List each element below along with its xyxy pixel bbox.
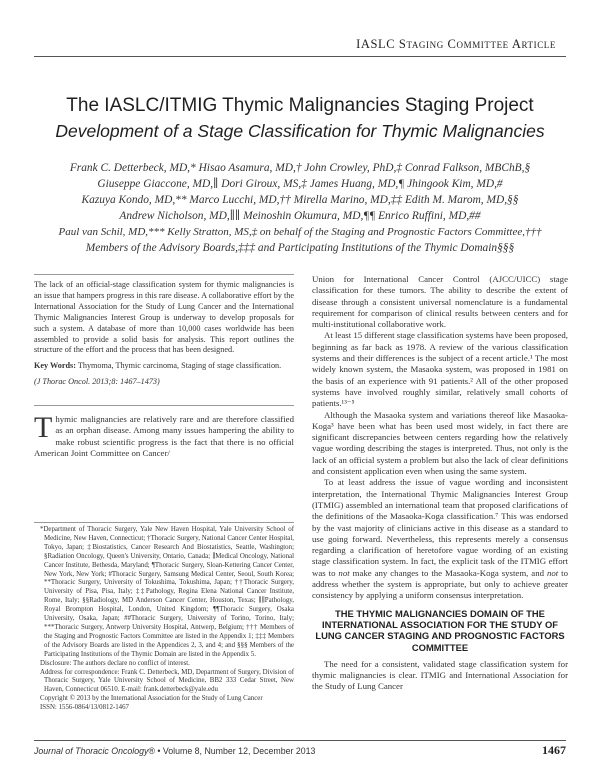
right-column-body bbox=[312, 274, 568, 693]
section-header: IASLC Staging Committee Article bbox=[356, 37, 556, 51]
author-line: Andrew Nicholson, MD,∥∥ Meinoshin Okumura, MD,¶¶ Enrico Ruffini, MD,## bbox=[119, 209, 481, 222]
abstract-text: The lack of an official-stage classification system for thymic malignancies is an issue that hampers progress in this rare disease. A collaborative effort by the International Association for the Study of Lung Cancer and the International Thymic Malignancies Interest Group is underway to develop proposals for such a system. A database of more than 10,000 cases worldwide has been assembled to provide a solid basis for analysis. This report outlines the structure of the effort and the process that has been designed. bbox=[34, 280, 294, 355]
keywords bbox=[34, 361, 294, 372]
issn-footnote: ISSN: 1556-0864/13/0812-1467 bbox=[40, 704, 130, 712]
paragraph: The need for a consistent, validated stage classification system for thymic malignancies is clear. ITMIG and International Association for the Study of Lung Cancer bbox=[312, 658, 568, 692]
article-title: The IASLC/ITMIG Thymic Malignancies Staging Project bbox=[66, 95, 534, 116]
footer-rule bbox=[34, 740, 566, 741]
paragraph-text: make any changes to the Masaoka-Koga system, and bbox=[349, 567, 547, 578]
page-number: 1467 bbox=[542, 743, 566, 757]
left-column-body bbox=[34, 411, 294, 459]
issue-info: • Volume 8, Number 12, December 2013 bbox=[154, 746, 316, 756]
keywords-label: Key Words: bbox=[34, 361, 76, 371]
affiliations-footnote: *Department of Thoracic Surgery, Yale New Haven Hospital, Yale University School of Medicine, New Haven, Connecticut; †Thoracic Surgery, National Cancer Center Hospital, Tokyo, Japan; ‡Biostatistics, Cancer Research And Biostatistics, Seattle, Washington; §Radiation Oncology, Queen's University, Ontario, Canada; ∥Medical Oncology, National Cancer Institute, Bethesda, Maryland; ¶Thoracic Surgery, Sloan-Kettering Cancer Center, New York, New York; #Thoracic Surgery, Samsung Medical Center, Seoul, South Korea; **Thoracic Surgery, University of Tokushima, Tokushima, Japan; ††Thoracic Surgery, University of Pisa, Pisa, Italy; ‡‡Pathology, Regina Elena National Cancer Institute, Rome, Italy; §§Radiology, MD Anderson Cancer Center, Houston, Texas; ∥∥Pathology, Royal Brompton Hospital, London, United Kingdom; ¶¶Thoracic Surgery, Osaka University, Osaka, Japan; ##Thoracic Surgery, University of Torino, Torino, Italy; ***Thoracic Surgery, Antwerp University Hospital, Antwerp, Belgium; ††† Members of the Staging and Prognostic Factors Committee are listed in the Appendix 1; ‡‡‡ Members of the Advisory Boards are listed in the Appendices 2, 3, and 4; and §§§ Members of the Participating Institutions of the Thymic Domain are listed in the Appendix 5. bbox=[40, 526, 294, 658]
drop-cap: T bbox=[34, 411, 53, 444]
author-line: Kazuya Kondo, MD,** Marco Lucchi, MD,†† Mirella Marino, MD,‡‡ Edith M. Marom, MD,§§ bbox=[81, 193, 519, 206]
copyright-footnote: Copyright © 2013 by the International Association for the Study of Lung Cancer bbox=[40, 695, 263, 703]
correspondence-footnote: Address for correspondence: Frank C. Detterbeck, MD, Department of Surgery, Division of Thoracic Surgery, Yale University School of Medicine, BB2 333 Cedar Street, New Haven, Connecticut 06510. E-mail: frank.detterbeck@yale.edu bbox=[40, 668, 294, 694]
paragraph: Although the Masaoka system and variations thereof like Masaoka-Koga³ have been what has been used most widely, in fact there are significant discrepancies between centers regarding how the relatively vague wording describing the stages is interpreted. Thus, not only is the lack of an official system a problem but also the lack of clear definitions and consistent application even when using the same system. bbox=[312, 409, 568, 477]
section-heading: THE THYMIC MALIGNANCIES DOMAIN OF THE INTERNATIONAL ASSOCIATION FOR THE STUDY OF LUNG CANCER STAGING AND PROGNOSTIC FACTORS COMMITTEE bbox=[315, 607, 565, 653]
abstract-box bbox=[34, 274, 294, 406]
paragraph: Union for International Cancer Control (AJCC/UICC) stage classification for these tumors. The ability to describe the extent of disease through a consistent universal nomenclature is a fundamental requirement for comparison of clinical results between centers and for multi-institutional collaborative work. bbox=[312, 274, 568, 330]
author-line: Giuseppe Giaccone, MD,∥ Dori Giroux, MS,‡ James Huang, MD,¶ Jhingook Kim, MD,# bbox=[97, 177, 503, 190]
article-subtitle: Development of a Stage Classification for Thymic Malignancies bbox=[55, 121, 545, 141]
footnotes bbox=[34, 526, 294, 713]
citation: (J Thorac Oncol. 2013;8: 1467–1473) bbox=[34, 377, 160, 387]
author-line: Frank C. Detterbeck, MD,* Hisao Asamura, MD,† John Crowley, PhD,‡ Conrad Falkson, MBChB,§ bbox=[69, 162, 531, 174]
author-line: Paul van Schil, MD,*** Kelly Stratton, MS,‡ on behalf of the Staging and Prognostic Factors Committee,††† bbox=[58, 225, 542, 238]
header-rule bbox=[34, 56, 566, 57]
paragraph-text: to address whether the system is appropriate, but only to achieve greater consistency by applying a uniform consensus interpretation. bbox=[312, 567, 568, 601]
emphasis: not bbox=[546, 567, 559, 578]
disclosure-footnote: Disclosure: The authors declare no conflict of interest. bbox=[40, 659, 190, 667]
keywords-text: Thymoma, Thymic carcinoma, Staging of stage classification. bbox=[77, 361, 282, 371]
emphasis: not bbox=[338, 567, 350, 578]
footnote-rule bbox=[34, 522, 294, 523]
paragraph: At least 15 different stage classification systems have been proposed, beginning as far back as 1978. A review of the various classification systems and their differences is the subject of a recent article.¹ The most widely known system, the Masaoka system, was proposed in 1981 on the basis of an experience with 91 patients.² All of the other proposed systems have involved roughly similar, relatively small cohorts of patients.¹³⁻⁵ bbox=[312, 330, 568, 409]
page-footer bbox=[34, 746, 315, 756]
journal-name: Journal of Thoracic Oncology® bbox=[34, 746, 155, 756]
author-line: Members of the Advisory Boards,‡‡‡ and Participating Institutions of the Thymic Domain§§§ bbox=[85, 241, 515, 254]
paragraph bbox=[312, 477, 568, 601]
author-list bbox=[20, 161, 580, 256]
intro-text: hymic malignancies are relatively rare and are therefore classified as an orphan disease. Among many issues hampering the ability to make robust scientific progress is the fact that there is no official American Joint Committee on Cancer/ bbox=[34, 414, 294, 458]
paragraph-text: To at least address the issue of vague wording and inconsistent interpretation, the International Thymic Malignancies Interest Group (ITMIG) assembled an international team that proposed clarifications of the definitions of the Masaoka-Koga classification.⁷ This was endorsed by the vast majority of clinicians active in this disease as a standard to use going forward. Nevertheless, this represents merely a consensus regarding a clarification of heretofore vague wording of an existing stage classification system. In fact, the explicit task of the ITMIG effort was to bbox=[312, 477, 568, 578]
intro-paragraph bbox=[34, 411, 294, 459]
